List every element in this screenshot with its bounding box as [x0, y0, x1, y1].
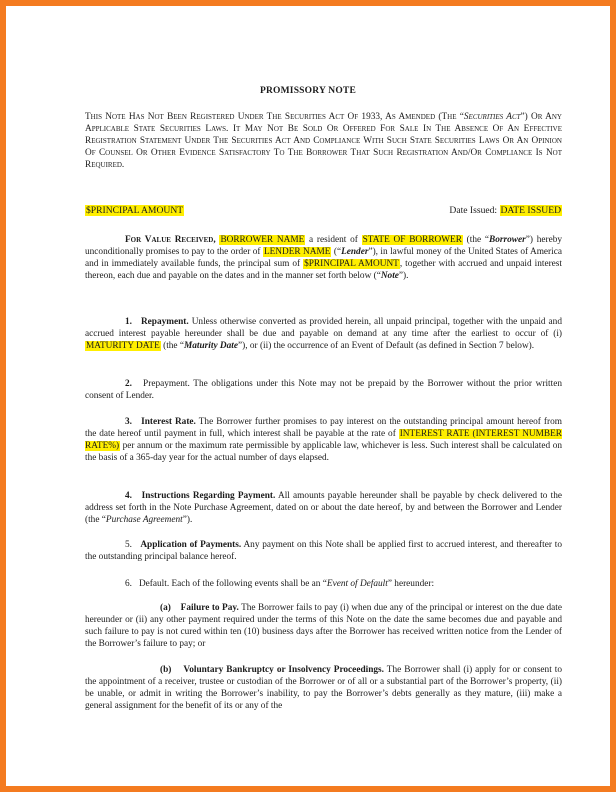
borrower-name-field: BORROWER NAME [220, 235, 305, 245]
section-text: ” hereunder: [387, 579, 435, 589]
section-number: 3. [125, 417, 132, 427]
intro-text: (“ [331, 247, 342, 258]
legend-term-securities-act: Securities Act [463, 112, 521, 122]
section-1-repayment [85, 316, 562, 352]
section-text: Unless otherwise converted as provided herein, all unpaid principal, together with the unpaid and accrued interest payable hereunder shall be due and payable on demand at any time after the earliest to occur of (i) [85, 317, 562, 340]
subsection-b-voluntary-bankruptcy [85, 664, 562, 712]
section-number: 4. [125, 491, 132, 501]
intro-text: (the “ [462, 235, 490, 245]
principal-sum-field: $PRINCIPAL AMOUNT [304, 259, 399, 270]
intro-text: ”). [398, 271, 409, 282]
legend-text-1: This Note Has Not Been Registered Under The Securities Act Of 1933, As Amended (The “ [85, 112, 464, 122]
section-3-interest-rate [85, 416, 562, 464]
subsection-heading: Failure to Pay. [180, 603, 239, 613]
section-heading: Interest Rate. [141, 417, 196, 427]
section-number: 6. [125, 579, 132, 589]
interest-rate-field: INTEREST RATE (INTEREST NUMBER RATE%) [85, 429, 562, 452]
term-borrower: Borrower [489, 235, 526, 245]
subsection-text: The Borrower shall (i) apply for or consent to the appointment of a receiver, trustee or custodian of the Borrower or of all or a substantial part of the Borrower’s property, (ii) be unable, or admit in writing the Borrower’s inability, to pay the Borrower’s debts generally as they mature, (iii) make a general assignment for the benefit of its or any of the [85, 665, 563, 712]
maturity-date-field: MATURITY DATE [86, 341, 160, 352]
section-heading: Default. [138, 579, 170, 589]
document-page [12, 12, 604, 780]
legend-text-2: ”) Or Any Applicable State Securities Laws. It May Not Be Sold Or Offered For Sale In The Absence Of An Effective Registration Statement Under The Securities Act And Compliance With Such State Securities Laws Or An Opinion Of Counsel Or Other Evidence Satisfactory To The Borrower That Such Registration And/Or Compliance Is Not Required. [85, 112, 562, 171]
section-4-payment-instructions [85, 490, 562, 526]
section-6-default [85, 578, 562, 590]
section-heading: Application of Payments. [140, 540, 242, 550]
date-issued-label: Date Issued: [449, 205, 500, 216]
intro-paragraph [85, 234, 562, 282]
section-text: per annum or the maximum rate permissible by applicable law, whichever is less. Such interest shall be calculated on the basis of a 365-day year for the actual number of days elapsed. [85, 441, 562, 464]
section-2-prepayment [85, 378, 562, 402]
subsection-label: (b) [160, 665, 172, 675]
section-number: 2. [125, 379, 132, 389]
subsection-a-failure-to-pay [85, 602, 562, 650]
section-text: Any payment on this Note shall be applied first to accrued interest, and thereafter to the outstanding principal balance hereof. [85, 540, 562, 563]
borrower-state-field: STATE OF BORROWER [362, 235, 462, 245]
section-5-application-of-payments [85, 539, 562, 563]
section-text: ”). [182, 515, 193, 526]
section-text: The Borrower further promises to pay interest on the outstanding principal amount hereof from the date hereof until payment in full, which interest shall be payable at the rate of [85, 417, 562, 440]
term-lender: Lender [341, 247, 369, 258]
term-maturity-date: Maturity Date [184, 341, 238, 352]
intro-text: ”), in lawful money of the United States of America and in immediately available funds, the principal sum of [85, 247, 562, 270]
subsection-label: (a) [160, 603, 171, 613]
section-text: All amounts payable hereunder shall be payable by check delivered to the address set forth in the Note Purchase Agreement, dated on or about the date hereof, by and between the Borrower and Lender (the “ [85, 491, 562, 526]
section-number: 1. [125, 317, 132, 327]
date-issued-field: DATE ISSUED [500, 205, 561, 216]
section-heading: Prepayment. [143, 379, 190, 389]
section-text: (the “ [160, 341, 185, 352]
document-title: PROMISSORY NOTE [259, 86, 356, 96]
section-number: 5. [125, 540, 132, 550]
section-text: Each of the following events shall be an “ [169, 579, 327, 589]
securities-legend [85, 111, 562, 171]
section-heading: Instructions Regarding Payment. [141, 491, 276, 501]
amount-date-row [85, 205, 562, 218]
term-purchase-agreement: Purchase Agreement [105, 515, 183, 526]
term-note: Note [380, 271, 399, 282]
intro-text: a resident of [305, 235, 362, 245]
section-text: The obligations under this Note may not be prepaid by the Borrower without the prior written consent of Lender. [85, 379, 562, 402]
section-heading: Repayment. [140, 317, 189, 327]
subsection-text: The Borrower fails to pay (i) when due any of the principal or interest on the due date hereunder or (ii) any other payment required under the terms of this Note on the date the same becomes due and payable and such failure to pay is not cured within ten (10) business days after the Borrower has received written notice from the Lender of the Borrower’s failure to pay; or [85, 603, 563, 650]
section-text: ”), or (ii) the occurrence of an Event of Default (as defined in Section 7 below). [238, 341, 535, 352]
subsection-heading: Voluntary Bankruptcy or Insolvency Proceedings. [183, 665, 384, 675]
date-issued [449, 205, 562, 216]
principal-amount-field: $PRINCIPAL AMOUNT [86, 205, 184, 216]
intro-text: ”) hereby unconditionally promises to pay to the order of [85, 235, 563, 258]
intro-text: , together with accrued and unpaid interest thereon, each due and payable on the dates and in the manner set forth below (“ [85, 259, 562, 282]
term-event-of-default: Event of Default [326, 579, 388, 589]
lender-name-field: LENDER NAME [263, 247, 331, 258]
intro-lead: For Value Received, [125, 235, 216, 245]
